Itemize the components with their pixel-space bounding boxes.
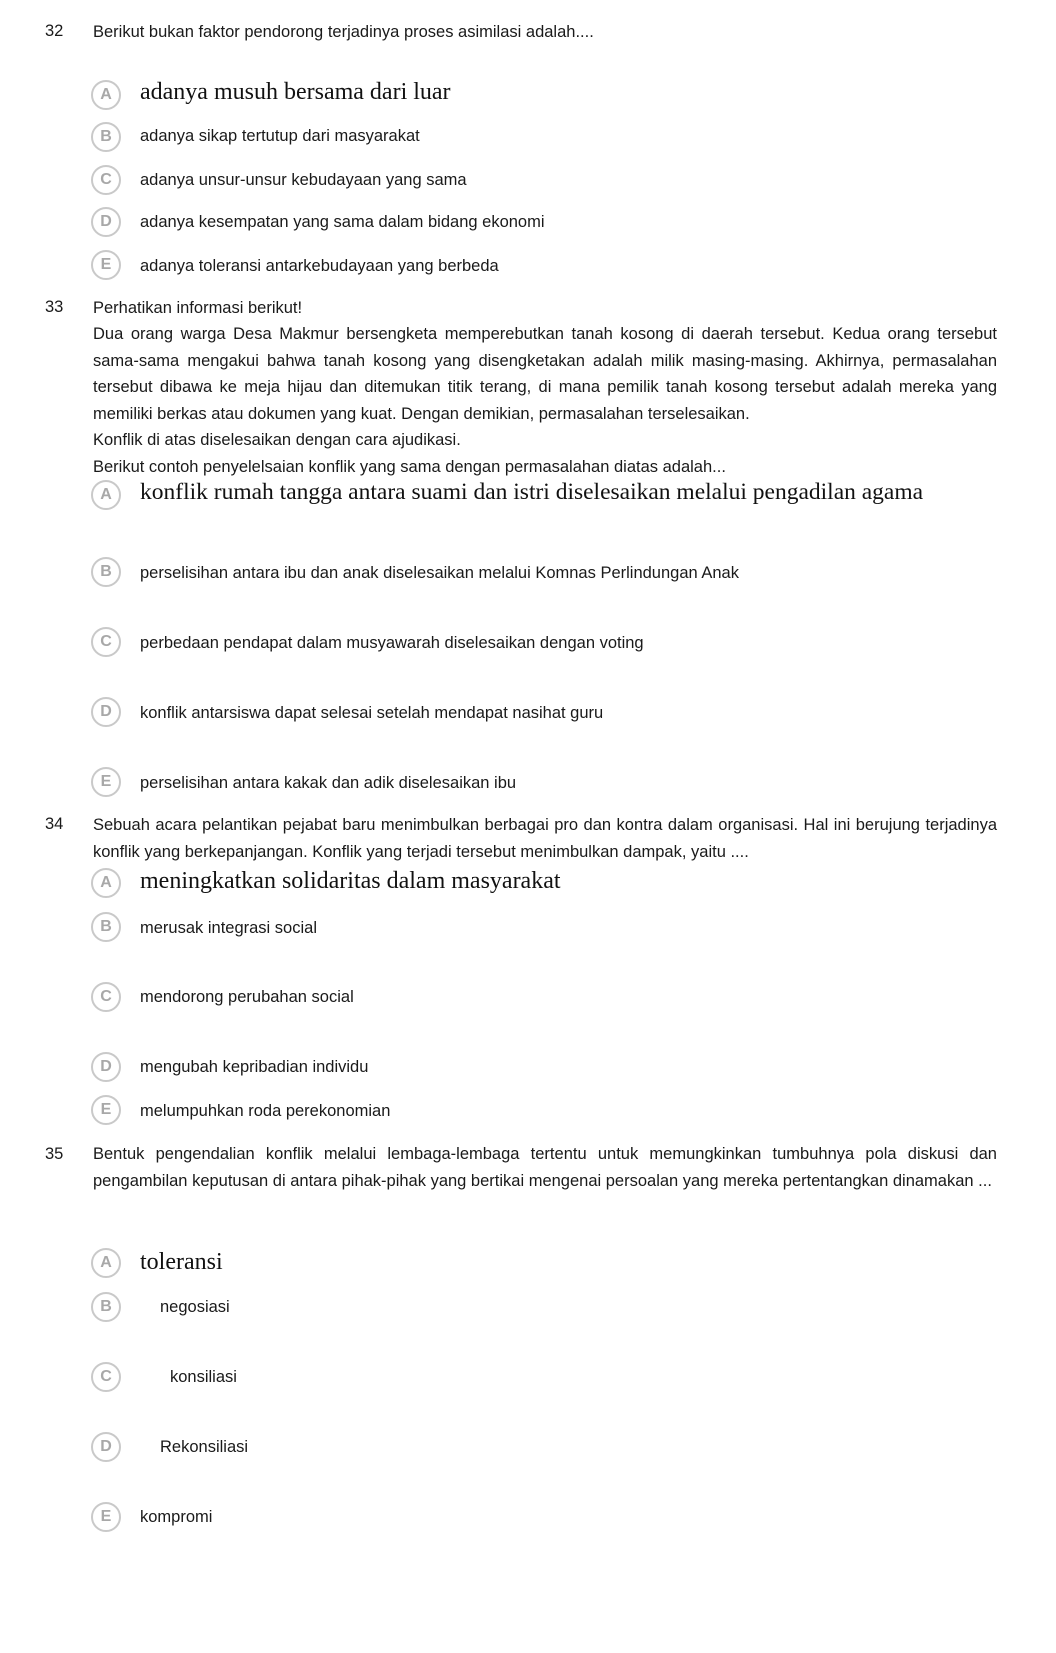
question-passage	[93, 321, 997, 481]
option-badge[interactable]: A	[91, 480, 121, 510]
option-badge[interactable]: D	[91, 697, 121, 727]
option-text[interactable]: merusak integrasi social	[140, 919, 317, 937]
option-text[interactable]: adanya kesempatan yang sama dalam bidang ekonomi	[140, 213, 545, 231]
question-number: 34	[45, 815, 64, 833]
option-badge[interactable]: B	[91, 1292, 121, 1322]
option-text[interactable]: negosiasi	[160, 1298, 230, 1316]
option-badge[interactable]: B	[91, 557, 121, 587]
option-badge[interactable]: E	[91, 767, 121, 797]
option-text[interactable]: adanya toleransi antarkebudayaan yang berbeda	[140, 257, 499, 275]
option-text[interactable]: adanya musuh bersama dari luar	[140, 79, 451, 105]
option-text[interactable]: konflik rumah tangga antara suami dan istri diselesaikan melalui pengadilan agama	[140, 479, 924, 505]
question-text: Bentuk pengendalian konflik melalui lembaga-lembaga tertentu untuk memungkinkan tumbuhnya pola diskusi dan pengambilan keputusan di antara pihak-pihak yang bertikai mengenai persoalan yang mereka pertentangkan dinamakan ...	[93, 1145, 997, 1190]
option-badge[interactable]: A	[91, 1248, 121, 1278]
option-text[interactable]: adanya unsur-unsur kebudayaan yang sama	[140, 171, 467, 189]
option-badge[interactable]: D	[91, 1432, 121, 1462]
question-text: Sebuah acara pelantikan pejabat baru menimbulkan berbagai pro dan kontra dalam organisasi. Hal ini berujung terjadinya konflik yang berkepanjangan. Konflik yang terjadi tersebut menimbulkan dampak, yaitu ....	[93, 816, 997, 861]
option-badge[interactable]: C	[91, 1362, 121, 1392]
question-text: Berikut contoh penyelelsaian konflik yang sama dengan permasalahan diatas adalah...	[93, 457, 726, 476]
option-badge[interactable]: A	[91, 868, 121, 898]
option-badge[interactable]: C	[91, 627, 121, 657]
question-number: 35	[45, 1145, 64, 1163]
option-text[interactable]: konsiliasi	[170, 1368, 237, 1386]
option-text[interactable]: adanya sikap tertutup dari masyarakat	[140, 127, 420, 145]
option-text[interactable]: Rekonsiliasi	[160, 1438, 249, 1456]
option-text[interactable]: kompromi	[140, 1508, 213, 1526]
passage-conclusion: Konflik di atas diselesaikan dengan cara ajudikasi.	[93, 431, 461, 450]
question-number: 32	[45, 22, 64, 40]
option-badge[interactable]: D	[91, 207, 121, 237]
option-text[interactable]: konflik antarsiswa dapat selesai setelah mendapat nasihat guru	[140, 704, 604, 722]
question-text: Berikut bukan faktor pendorong terjadinya proses asimilasi adalah....	[93, 23, 594, 41]
option-text[interactable]: melumpuhkan roda perekonomian	[140, 1102, 391, 1120]
option-badge[interactable]: A	[91, 80, 121, 110]
option-badge[interactable]: B	[91, 122, 121, 152]
option-badge[interactable]: C	[91, 982, 121, 1012]
option-text[interactable]: meningkatkan solidaritas dalam masyarakat	[140, 868, 561, 894]
option-text[interactable]: perselisihan antara ibu dan anak diselesaikan melalui Komnas Perlindungan Anak	[140, 564, 739, 582]
option-badge[interactable]: D	[91, 1052, 121, 1082]
question-intro: Perhatikan informasi berikut!	[93, 299, 303, 317]
option-text[interactable]: mengubah kepribadian individu	[140, 1058, 369, 1076]
option-text[interactable]: perselisihan antara kakak dan adik diselesaikan ibu	[140, 774, 517, 792]
option-badge[interactable]: E	[91, 1502, 121, 1532]
option-text[interactable]: perbedaan pendapat dalam musyawarah diselesaikan dengan voting	[140, 634, 644, 652]
option-text[interactable]: mendorong perubahan social	[140, 988, 354, 1006]
question-number: 33	[45, 298, 64, 316]
option-badge[interactable]: E	[91, 250, 121, 280]
option-badge[interactable]: E	[91, 1095, 121, 1125]
passage-body: Dua orang warga Desa Makmur bersengketa memperebutkan tanah kosong di daerah tersebut. Kedua orang tersebut sama-sama mengakui bahwa tanah kosong yang disengketakan adalah milik masing-masing. Akhirnya, permasalahan tersebut dibawa ke meja hijau dan ditemukan titik terang, di mana pemilik tanah kosong tersebut adalah mereka yang memiliki berkas atau dokumen yang kuat. Dengan demikian, permasalahan terselesaikan.	[93, 325, 997, 423]
option-badge[interactable]: C	[91, 165, 121, 195]
option-text[interactable]: toleransi	[140, 1249, 223, 1275]
option-badge[interactable]: B	[91, 912, 121, 942]
